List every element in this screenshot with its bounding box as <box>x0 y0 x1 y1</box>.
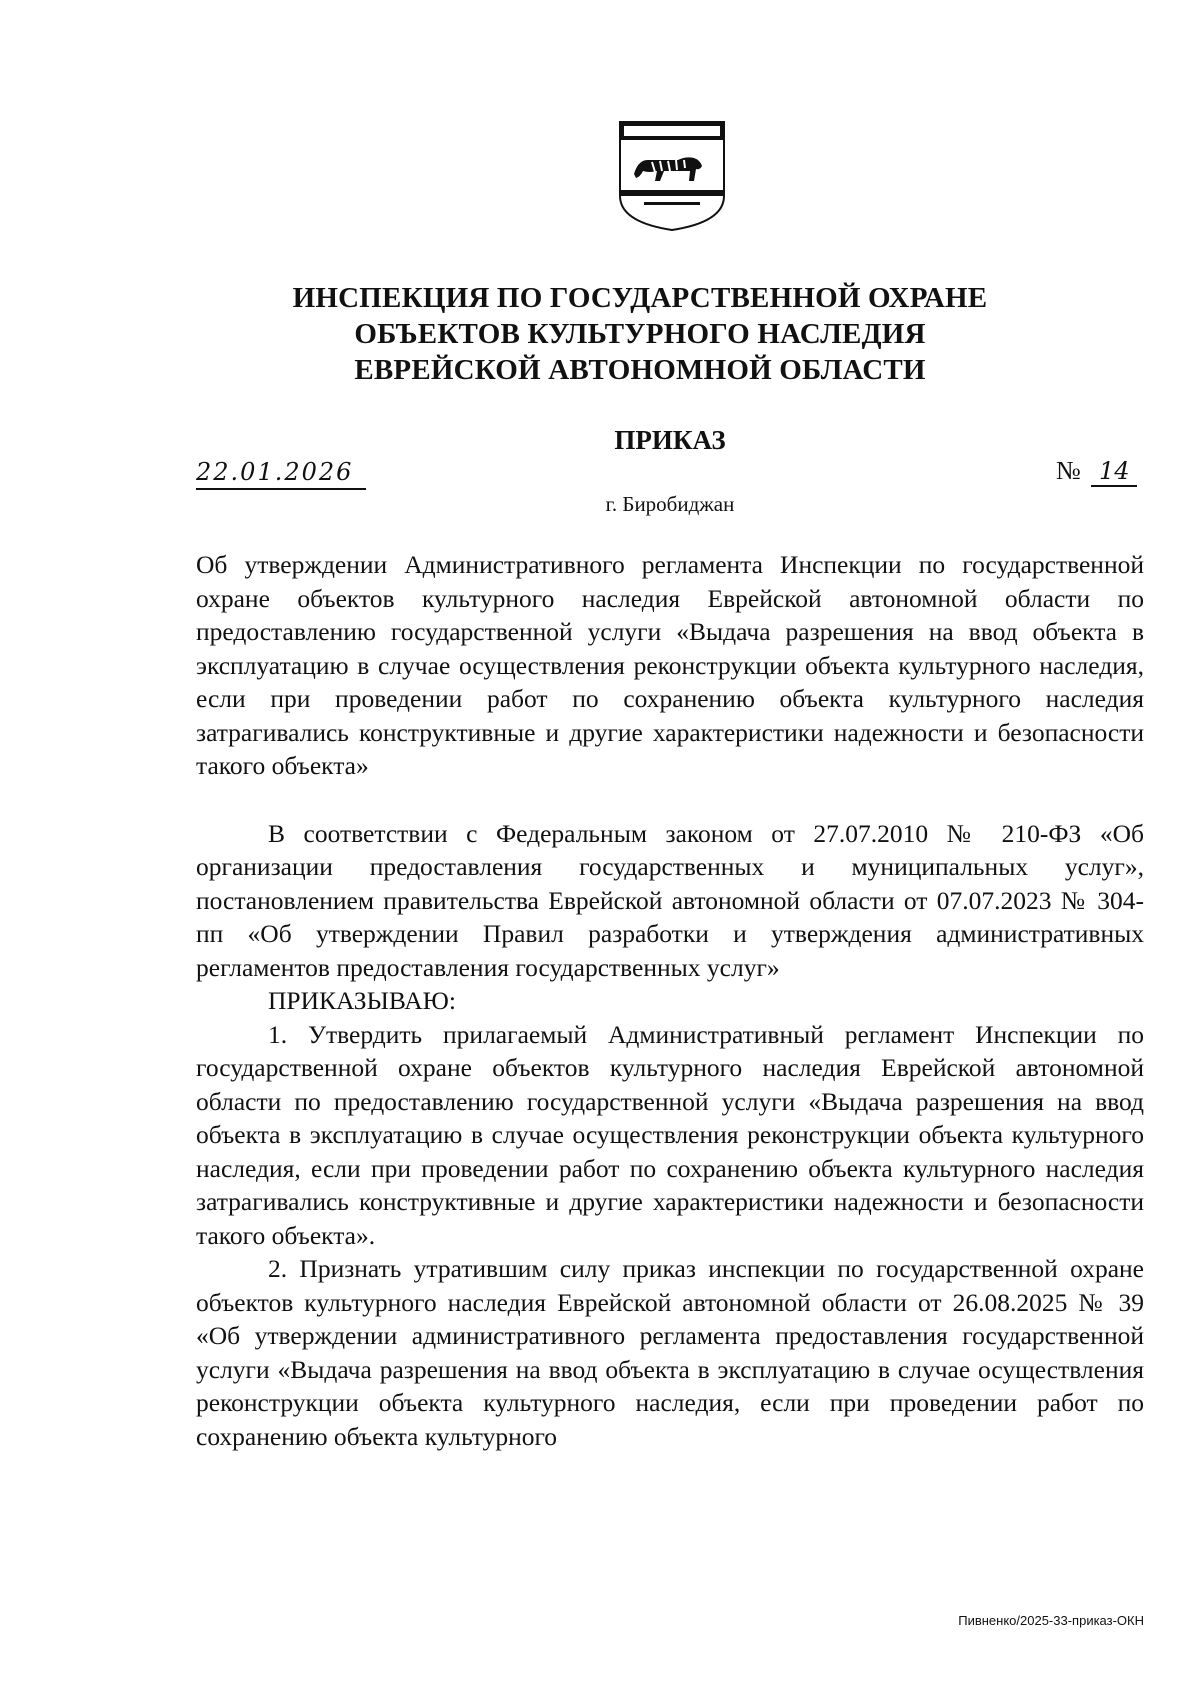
order-title: ПРИКАЗ <box>614 425 726 455</box>
header-line-1: ИНСПЕКЦИЯ ПО ГОСУДАРСТВЕННОЙ ОХРАНЕ <box>292 282 988 314</box>
order-subject: Об утверждении Административного регламента Инспекции по государственной охране объектов культурного наследия Еврейской автономной области по предоставлению государственной услуги «Выдача разрешения на ввод объекта в эксплуатацию в случае осуществления реконструкции объекта культурного наследия, если при проведении работ по сохранению объекта культурного наследия затрагивались конструктивные и другие характеристики надежности и безопасности такого объекта» <box>196 550 1144 780</box>
header-line-3: ЕВРЕЙСКОЙ АВТОНОМНОЙ ОБЛАСТИ <box>354 354 926 386</box>
order-item-2: 2. Признать утратившим силу приказ инспекции по государственной охране объектов культурного наследия Еврейской автономной области от 26.08.2025 № 39 «Об утверждении административного регламента предоставления государственной услуги «Выдача разрешения на ввод объекта в эксплуатацию в случае осуществления реконструкции объекта культурного наследия, если при проведении работ по сохранению объекта культурного <box>196 1254 1144 1451</box>
header-line-2: ОБЪЕКТОВ КУЛЬТУРНОГО НАСЛЕДИЯ <box>354 318 926 350</box>
coat-of-arms-icon <box>614 118 730 234</box>
organization-header <box>240 280 1040 388</box>
order-city: г. Биробиджан <box>605 492 735 516</box>
order-number <box>1056 456 1156 487</box>
number-value: 14 <box>1091 457 1137 487</box>
footer-reference: Пивненко/2025-33-приказ-ОКН <box>958 1613 1144 1628</box>
number-label: № <box>1056 456 1081 485</box>
order-date: 22.01.2026 <box>196 458 366 490</box>
preamble: В соответствии с Федеральным законом от 27.07.2010 № 210-ФЗ «Об организации предоставления государственных и муниципальных услуг», постановлением правительства Еврейской автономной области от 07.07.2023 № 304-пп «Об утверждении Правил разработки и утверждения административных регламентов предоставления государственных услуг» <box>196 818 1144 982</box>
document-body <box>196 548 1144 1453</box>
decree-word: ПРИКАЗЫВАЮ: <box>268 986 456 1015</box>
order-item-1: 1. Утвердить прилагаемый Административный регламент Инспекции по государственной охране объектов культурного наследия Еврейской автономной области по предоставлению государственной услуги «Выдача разрешения на ввод объекта в эксплуатацию в случае осуществления реконструкции объекта культурного наследия, если при проведении работ по сохранению объекта культурного наследия затрагивались конструктивные и другие характеристики надежности и безопасности такого объекта». <box>196 1019 1144 1250</box>
